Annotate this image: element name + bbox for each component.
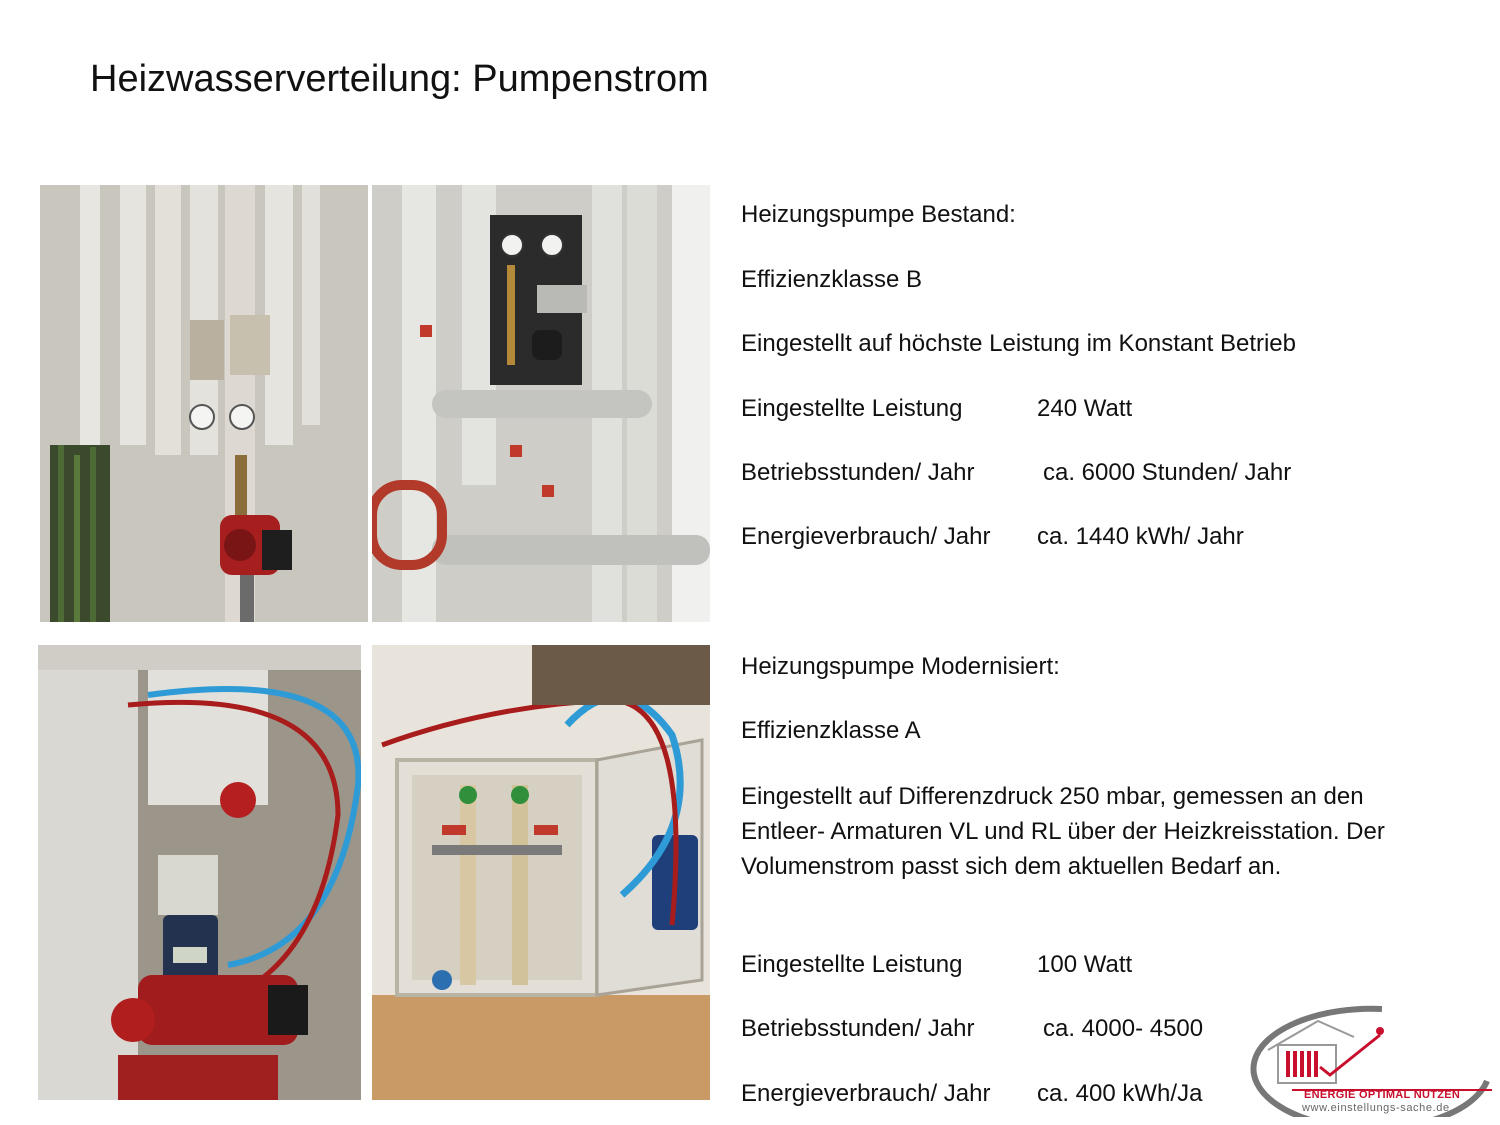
modernisiert-verbrauch-value: ca. 400 kWh/Ja [1037,1080,1203,1107]
bestand-leistung-row [741,392,1132,426]
slide-title: Heizwasserverteilung: Pumpenstrom [90,58,709,100]
bestand-einstellung: Eingestellt auf höchste Leistung im Konstant Betrieb [741,330,1296,357]
modernisiert-leistung-value: 100 Watt [1037,951,1133,978]
modernisiert-effizienzklasse: Effizienzklasse A [741,717,921,744]
bestand-stunden-row [741,456,1291,490]
modernisiert-stunden-value: ca. 4000- 4500 [1043,1015,1204,1042]
modernisiert-stunden-row [741,1012,1203,1046]
photo-distribution-cabinet-meter [372,645,710,1100]
photo-heating-pipes-old-pump [40,185,368,622]
bestand-verbrauch-row [741,520,1244,554]
bestand-leistung-label: Eingestellte Leistung [741,395,963,422]
photo-heating-station-wall [372,185,710,622]
bestand-heading: Heizungspumpe Bestand: [741,201,1016,228]
modernisiert-heading: Heizungspumpe Modernisiert: [741,653,1060,680]
modernisiert-verbrauch-label: Energieverbrauch/ Jahr [741,1080,991,1107]
bestand-stunden-label: Betriebsstunden/ Jahr [741,459,975,486]
bestand-leistung-value: 240 Watt [1037,395,1133,422]
modernisiert-stunden-label: Betriebsstunden/ Jahr [741,1015,975,1042]
bestand-effizienzklasse: Effizienzklasse B [741,266,922,293]
bestand-stunden-value: ca. 6000 Stunden/ Jahr [1043,459,1292,486]
logo-brand-text: ENERGIE OPTIMAL NUTZEN [1304,1089,1461,1101]
bestand-verbrauch-value: ca. 1440 kWh/ Jahr [1037,523,1244,550]
modernisiert-leistung-label: Eingestellte Leistung [741,951,963,978]
photo-pump-with-pressure-meter [38,645,361,1100]
modernisiert-verbrauch-row [741,1077,1202,1111]
bestand-verbrauch-label: Energieverbrauch/ Jahr [741,523,991,550]
company-logo [1232,995,1494,1117]
modernisiert-leistung-row [741,948,1132,982]
modernisiert-einstellung: Eingestellt auf Differenzdruck 250 mbar, gemessen an den Entleer- Armaturen VL und RL über der Heizkreisstation. Der Volumenstrom passt sich dem aktuellen Bedarf an. [741,783,1385,880]
logo-url-text: www.einstellungs-sache.de [1302,1102,1450,1114]
